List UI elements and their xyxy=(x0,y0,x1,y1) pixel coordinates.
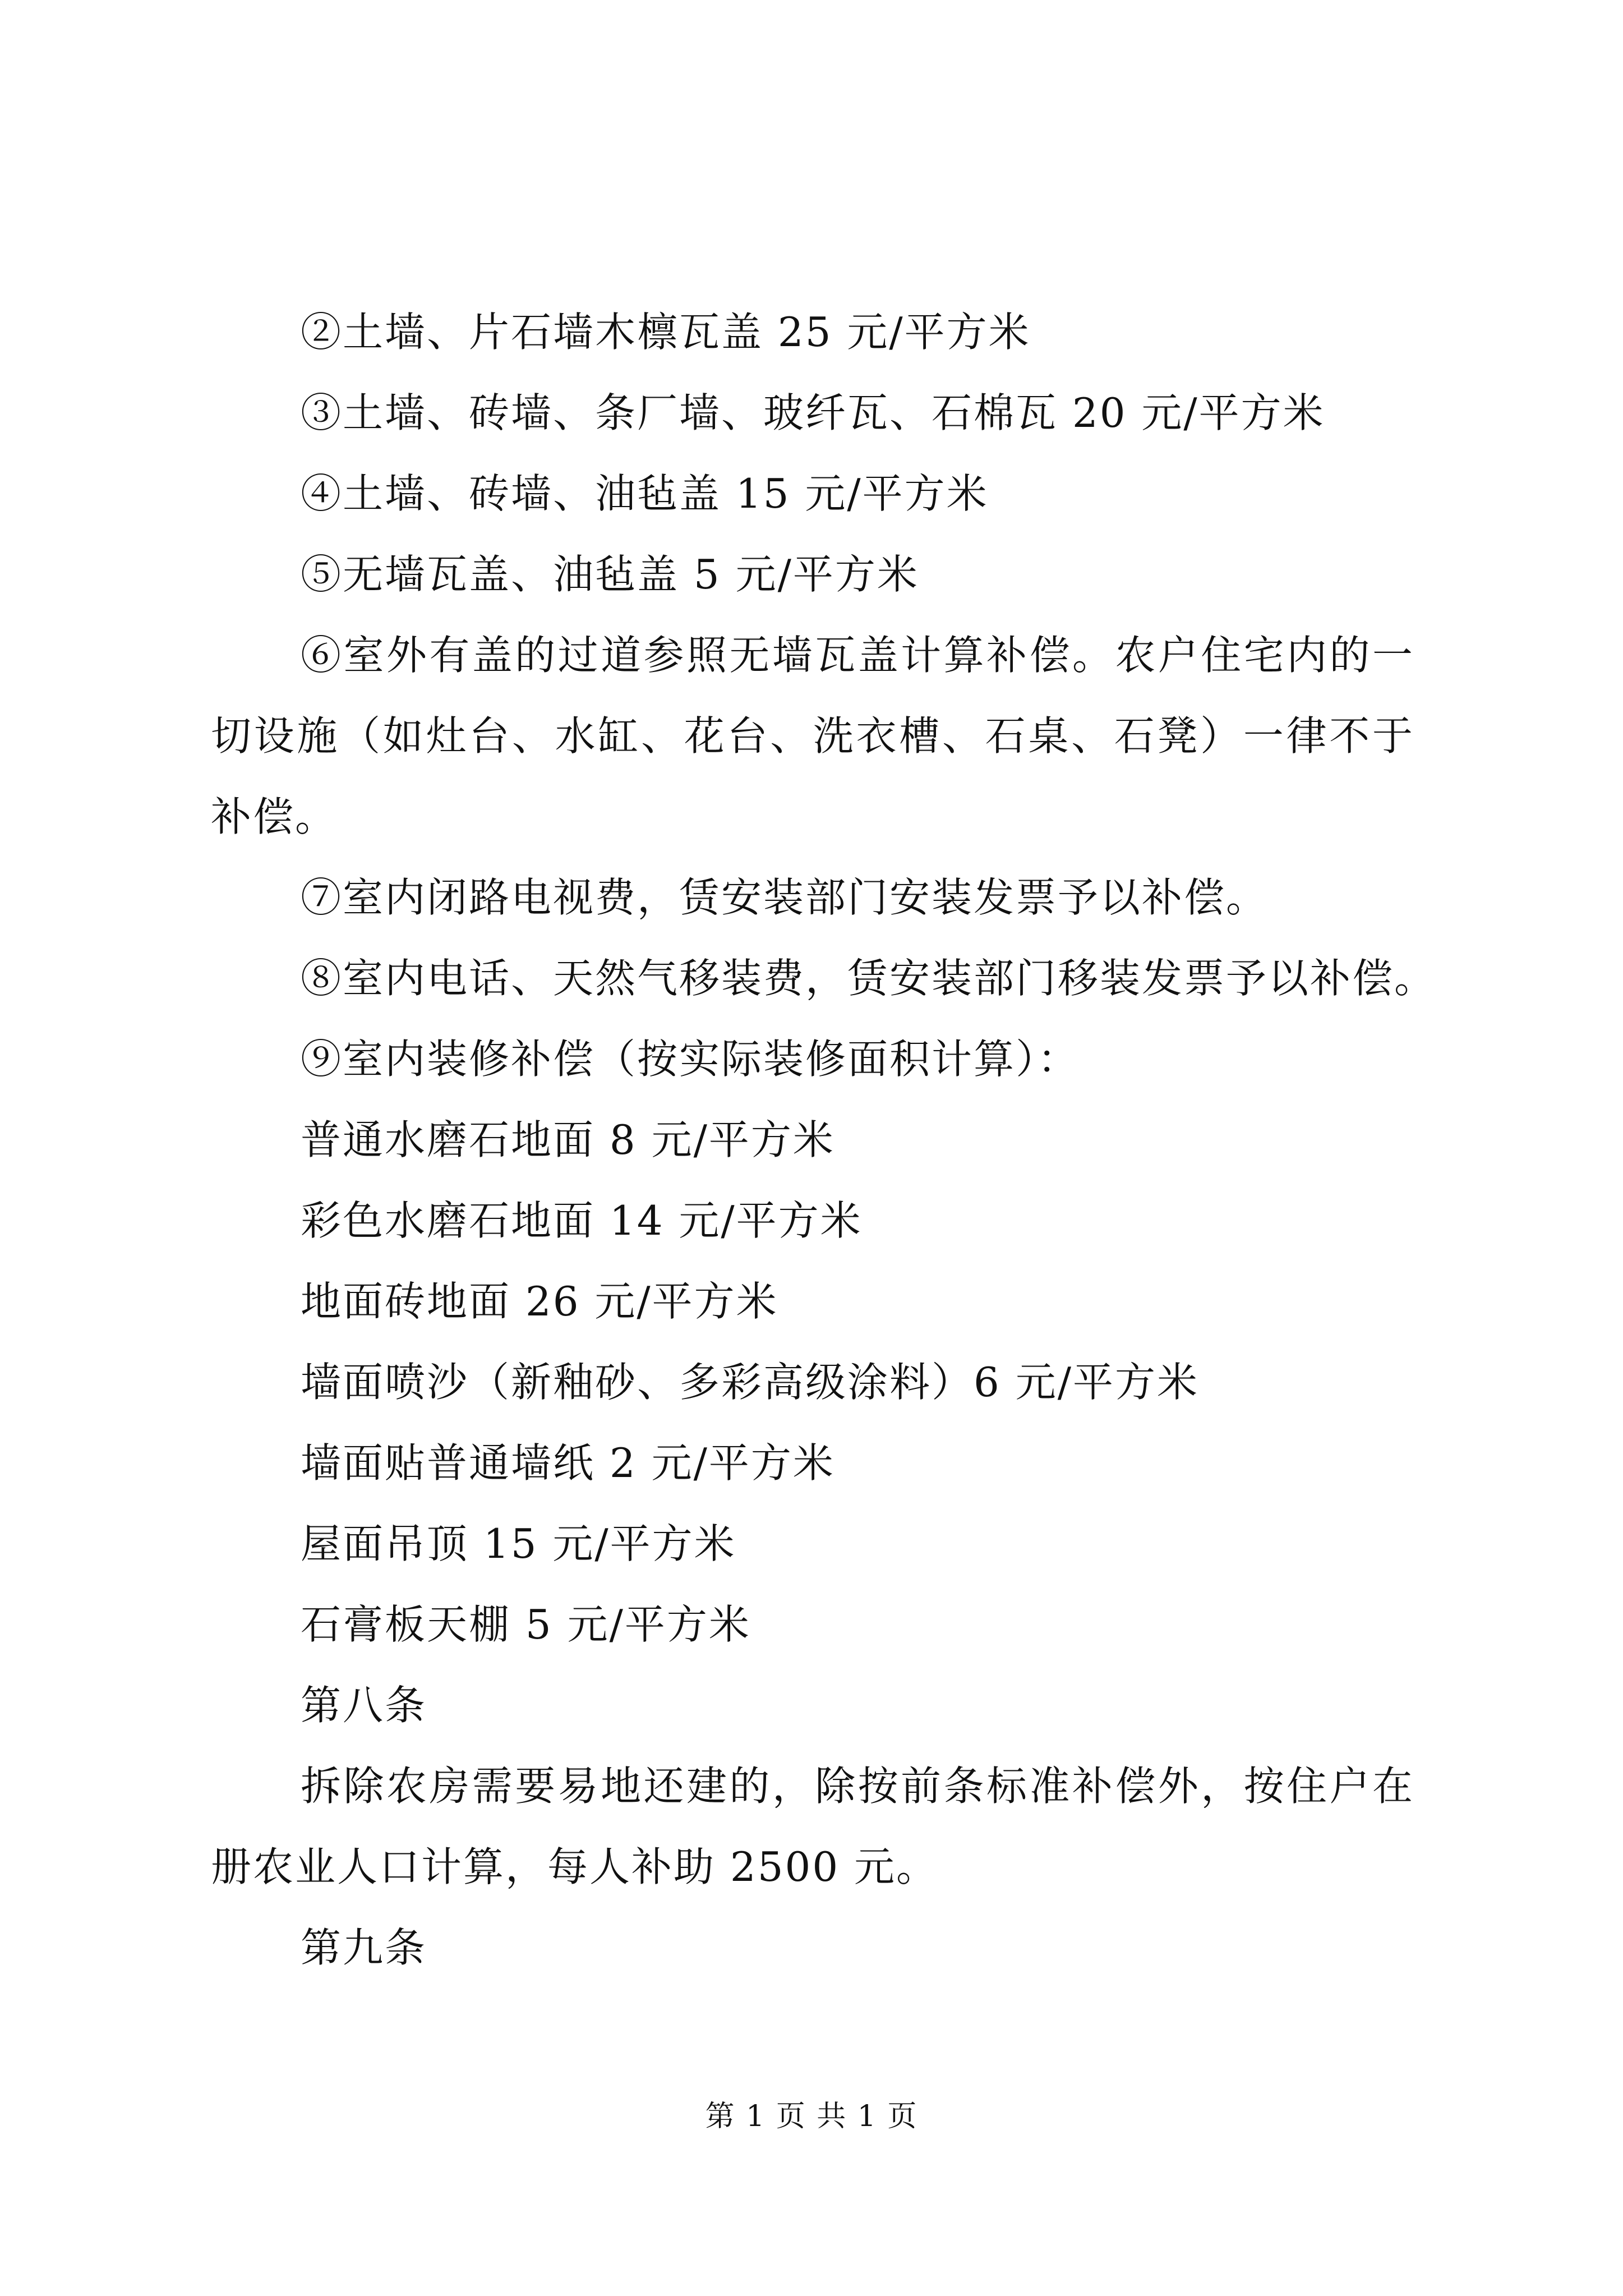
decoration-rate-line: 普通水磨石地面 8 元/平方米 xyxy=(301,1116,835,1163)
compensation-item-5: ⑤无墙瓦盖、油毡盖 5 元/平方米 xyxy=(301,551,919,598)
decoration-rate-line: 石膏板天棚 5 元/平方米 xyxy=(301,1601,751,1648)
compensation-item-4: ④土墙、砖墙、油毡盖 15 元/平方米 xyxy=(301,470,989,517)
document-body xyxy=(211,292,1437,1988)
article-8-heading: 第八条 xyxy=(301,1682,427,1729)
compensation-item-6: ⑥室外有盖的过道参照无墙瓦盖计算补偿。农户住宅内的一切设施（如灶台、水缸、花台、洗衣槽、石桌、石凳）一律不于补偿。 xyxy=(211,632,1414,840)
article-9-heading: 第九条 xyxy=(301,1924,427,1971)
page-footer: 第 1 页 共 1 页 xyxy=(705,2100,918,2133)
decoration-rate-line: 墙面贴普通墙纸 2 元/平方米 xyxy=(301,1439,835,1487)
article-8-body: 拆除农房需要易地还建的，除按前条标准补偿外，按住户在册农业人口计算，每人补助 2500 元。 xyxy=(211,1763,1414,1890)
decoration-rate-line: 地面砖地面 26 元/平方米 xyxy=(301,1278,778,1325)
decoration-rate-line: 屋面吊顶 15 元/平方米 xyxy=(301,1520,736,1567)
decoration-rate-line: 彩色水磨石地面 14 元/平方米 xyxy=(301,1197,863,1244)
compensation-item-9: ⑨室内装修补偿（按实际装修面积计算）： xyxy=(301,1036,1080,1083)
compensation-item-7: ⑦室内闭路电视费，赁安装部门安装发票予以补偿。 xyxy=(301,874,1269,921)
decoration-rate-line: 墙面喷沙（新釉砂、多彩高级涂料）6 元/平方米 xyxy=(301,1359,1199,1406)
compensation-item-3: ③土墙、砖墙、条厂墙、玻纤瓦、石棉瓦 20 元/平方米 xyxy=(301,389,1325,436)
compensation-item-2: ②土墙、片石墙木檩瓦盖 25 元/平方米 xyxy=(301,309,1031,356)
compensation-item-8: ⑧室内电话、天然气移装费，赁安装部门移装发票予以补偿。 xyxy=(301,955,1437,1002)
